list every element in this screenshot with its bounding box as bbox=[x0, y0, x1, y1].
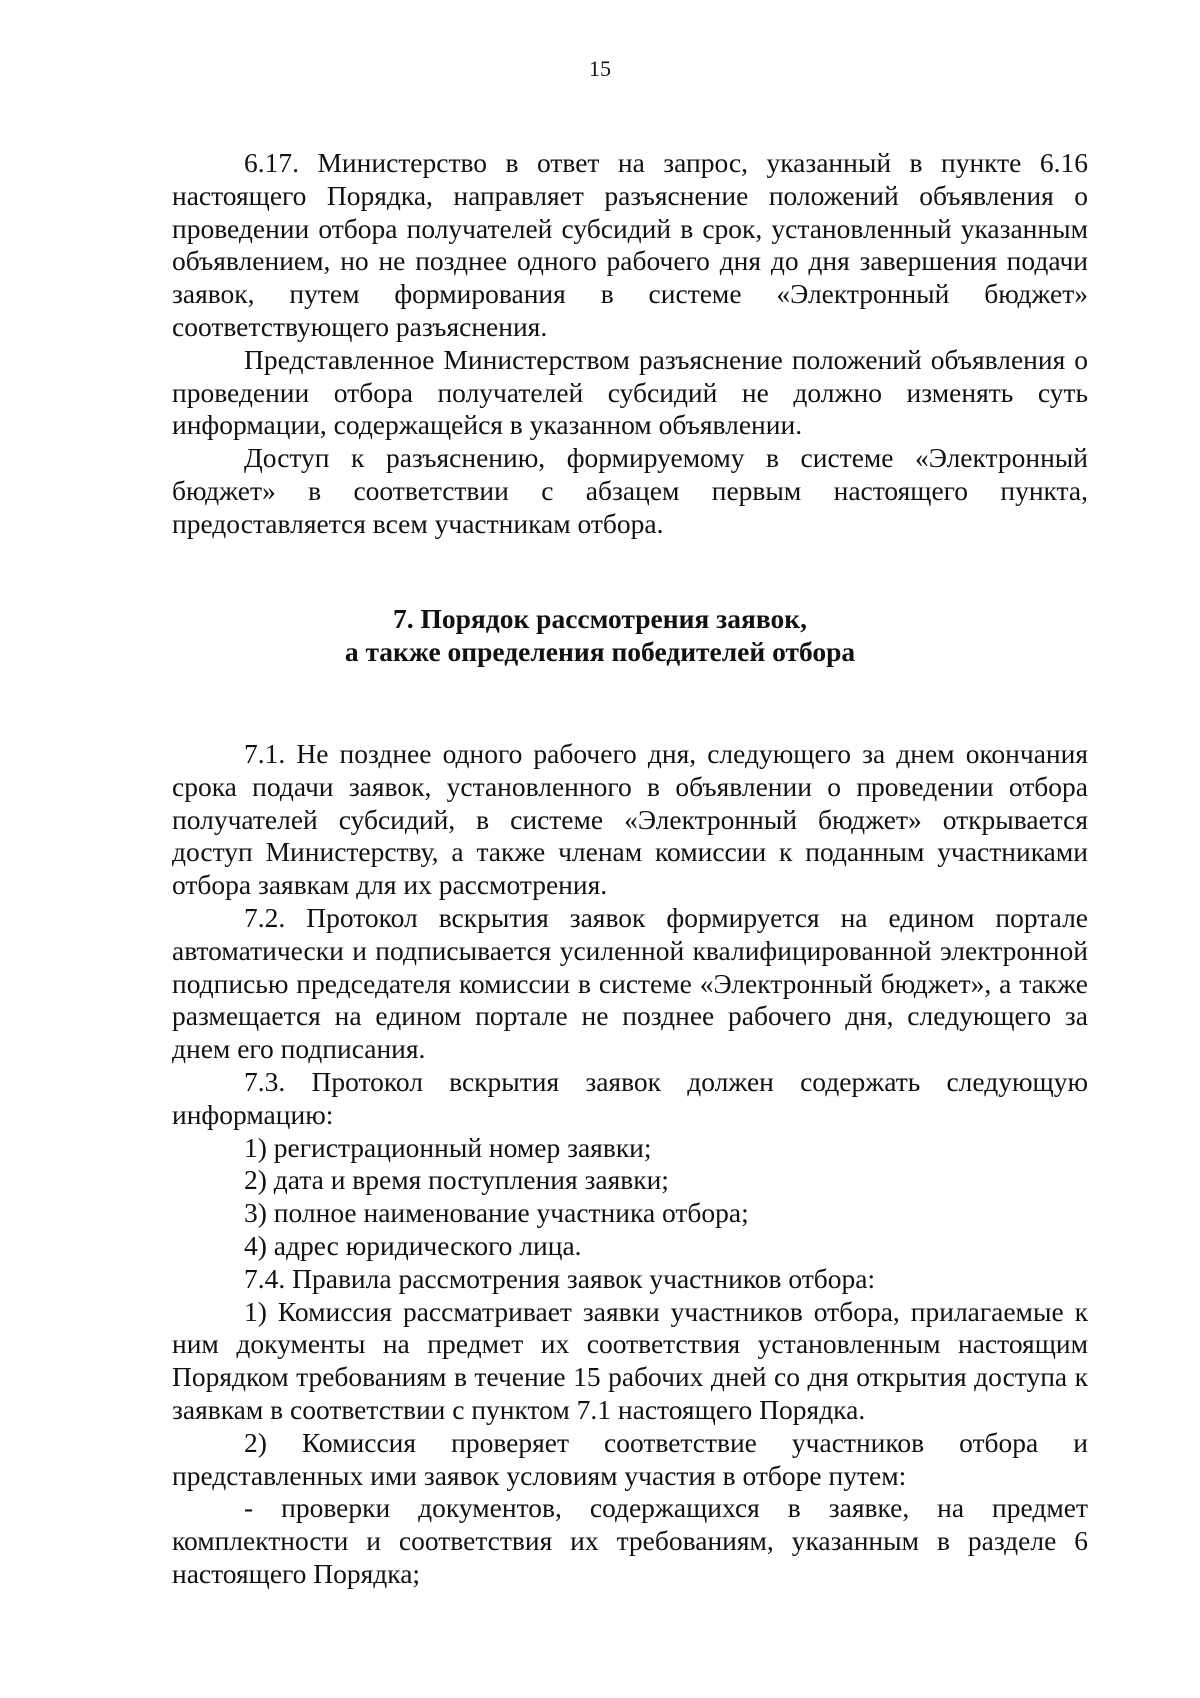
list-item: 4) адрес юридического лица. bbox=[244, 1229, 582, 1261]
paragraph: Доступ к разъяснению, формируемому в системе «Электронный бюджет» в соответствии с абзацем первым настоящего пункта, предоставляется всем участникам отбора. bbox=[172, 442, 1088, 539]
heading-line: а также определения победителей отбора bbox=[344, 636, 856, 667]
list-item: 1) регистрационный номер заявки; bbox=[244, 1131, 652, 1163]
paragraph: 6.17. Министерство в ответ на запрос, указанный в пункте 6.16 настоящего Порядка, направляет разъяснение положений объявления о проведении отбора получателей субсидий в срок, установленный указанным объявлением, но не позднее одного рабочего дня до дня завершения подачи заявок, путем формирования в системе «Электронный бюджет» соответствующего разъяснения. bbox=[172, 147, 1088, 342]
heading-line: 7. Порядок рассмотрения заявок, bbox=[392, 603, 807, 634]
list-item: 3) полное наименование участника отбора; bbox=[244, 1197, 749, 1229]
list-item: 1) Комиссия рассматривает заявки участников отбора, прилагаемые к ним документы на предмет их соответствия установленным настоящим Порядком требованиям в течение 15 рабочих дней со дня открытия доступа к заявкам в соответствии с пунктом 7.1 настоящего Порядка. bbox=[172, 1295, 1088, 1425]
section-6-17-text bbox=[172, 147, 1088, 541]
paragraph: 7.1. Не позднее одного рабочего дня, следующего за днем окончания срока подачи заявок, установленного в объявлении о проведении отбора получателей субсидий, в системе «Электронный бюджет» открывается доступ Министерству, а также членам комиссии к поданным участниками отбора заявкам для их рассмотрения. bbox=[172, 738, 1088, 901]
page-number: 15 bbox=[589, 56, 611, 81]
paragraph: Представленное Министерством разъяснение положений объявления о проведении отбора получателей субсидий не должно изменять суть информации, содержащейся в указанном объявлении. bbox=[172, 343, 1088, 441]
list-item: 2) Комиссия проверяет соответствие участников отбора и представленных ими заявок условиям участия в отборе путем: bbox=[172, 1426, 1088, 1491]
section-7-text bbox=[172, 738, 1088, 1591]
paragraph: 7.4. Правила рассмотрения заявок участников отбора: bbox=[244, 1262, 876, 1294]
list-item: 2) дата и время поступления заявки; bbox=[244, 1164, 669, 1196]
list-item: - проверки документов, содержащихся в заявке, на предмет комплектности и соответствия их требованиям, указанным в разделе 6 настоящего Порядка; bbox=[172, 1492, 1088, 1589]
paragraph: 7.3. Протокол вскрытия заявок должен содержать следующую информацию: bbox=[172, 1065, 1088, 1130]
paragraph: 7.2. Протокол вскрытия заявок формируется на едином портале автоматически и подписывается усиленной квалифицированной электронной подписью председателя комиссии в системе «Электронный бюджет», а также размещается на едином портале не позднее рабочего дня, следующего за днем его подписания. bbox=[172, 901, 1088, 1065]
section-7-heading bbox=[0, 602, 1200, 668]
